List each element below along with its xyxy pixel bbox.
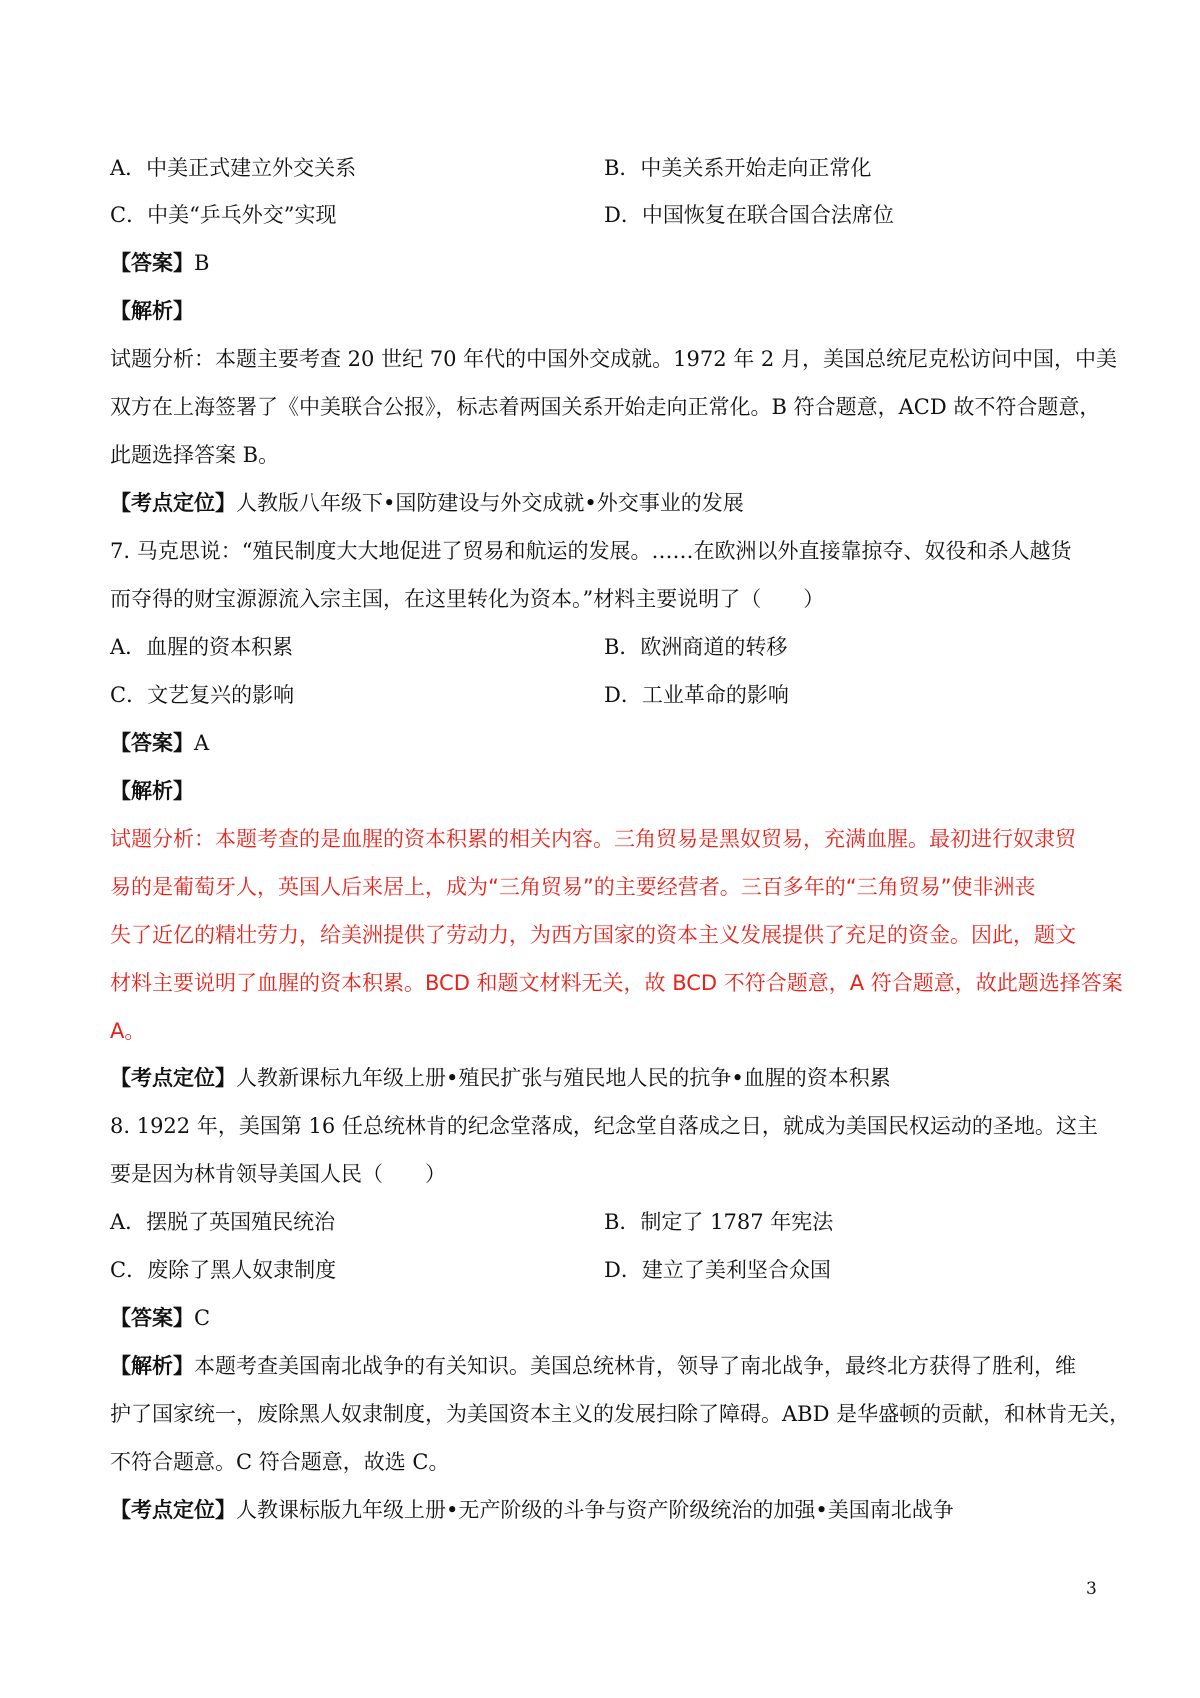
q6-option-a: A．中美正式建立外交关系 [110, 156, 357, 180]
q6-options-row-1 [110, 153, 1110, 183]
q8-option-a: A．摆脱了英国殖民统治 [110, 1210, 336, 1234]
q6-answer-label: 【答案】 [110, 250, 194, 275]
q7-answer-value: A [194, 731, 210, 755]
page-number: 3 [1086, 1579, 1097, 1599]
q7-option-d: D．工业革命的影响 [604, 683, 789, 707]
q8-point-label: 【考点定位】 [110, 1497, 236, 1522]
q7-analysis-line-3: 失了近亿的精壮劳力，给美洲提供了劳动力，为西方国家的资本主义发展提供了充足的资金。因此，题文 [110, 923, 1076, 947]
q8-stem-line-2: 要是因为林肯领导美国人民（ ） [110, 1162, 446, 1186]
q8-options-row-2 [110, 1255, 1110, 1285]
q7-point [110, 1063, 1110, 1093]
q8-answer [110, 1303, 1110, 1333]
q6-options-row-2 [110, 200, 1110, 230]
q7-analysis-line-4: 材料主要说明了血腥的资本积累。BCD 和题文材料无关，故 BCD 不符合题意，A 符合题意，故此题选择答案 [110, 971, 1123, 995]
q7-option-b: B．欧洲商道的转移 [604, 635, 788, 659]
q8-stem-line-1: 8. 1922 年，美国第 16 任总统林肯的纪念堂落成，纪念堂自落成之日，就成为美国民权运动的圣地。这主 [110, 1114, 1098, 1138]
q6-point [110, 488, 1110, 518]
q8-analysis-line-1 [110, 1351, 1110, 1381]
q6-answer [110, 248, 1110, 278]
q8-option-c: C．废除了黑人奴隶制度 [110, 1258, 337, 1282]
q8-point [110, 1495, 1110, 1525]
q7-point-text: 人教新课标九年级上册•殖民扩张与殖民地人民的抗争•血腥的资本积累 [236, 1066, 891, 1090]
q8-analysis-text-1: 本题考查美国南北战争的有关知识。美国总统林肯，领导了南北战争，最终北方获得了胜利，维 [194, 1354, 1076, 1378]
q6-point-text: 人教版八年级下•国防建设与外交成就•外交事业的发展 [236, 491, 744, 515]
q8-answer-value: C [194, 1306, 211, 1330]
q7-options-row-2 [110, 680, 1110, 710]
q7-answer [110, 728, 1110, 758]
q6-option-c: C．中美“乒乓外交”实现 [110, 203, 337, 227]
q6-analysis-line-1: 试题分析：本题主要考查 20 世纪 70 年代的中国外交成就。1972 年 2 月，美国总统尼克松访问中国，中美 [110, 347, 1117, 371]
q6-answer-value: B [194, 251, 210, 275]
q6-option-b: B．中美关系开始走向正常化 [604, 156, 872, 180]
q7-analysis-line-5: A。 [110, 1019, 146, 1043]
q7-options-row-1 [110, 632, 1110, 662]
q8-analysis-line-2: 护了国家统一，废除黑人奴隶制度，为美国资本主义的发展扫除了障碍。ABD 是华盛顿的贡献，和林肯无关， [110, 1402, 1131, 1426]
q8-analysis-line-3: 不符合题意。C 符合题意，故选 C。 [110, 1450, 450, 1474]
q7-option-c: C．文艺复兴的影响 [110, 683, 295, 707]
q7-stem-line-2: 而夺得的财宝源源流入宗主国，在这里转化为资本。”材料主要说明了（ ） [110, 587, 825, 611]
q8-analysis-label: 【解析】 [110, 1353, 194, 1378]
q7-analysis-line-1: 试题分析：本题考查的是血腥的资本积累的相关内容。三角贸易是黑奴贸易，充满血腥。最初进行奴隶贸 [110, 827, 1076, 851]
q7-option-a: A．血腥的资本积累 [110, 635, 294, 659]
q8-option-b: B．制定了 1787 年宪法 [604, 1210, 834, 1234]
q7-point-label: 【考点定位】 [110, 1065, 236, 1090]
q7-analysis-label: 【解析】 [110, 778, 194, 803]
q6-analysis-label: 【解析】 [110, 298, 194, 323]
q7-analysis-line-2: 易的是葡萄牙人，英国人后来居上，成为“三角贸易”的主要经营者。三百多年的“三角贸易”使非洲丧 [110, 875, 1036, 899]
q6-option-d: D．中国恢复在联合国合法席位 [604, 203, 894, 227]
q8-option-d: D．建立了美利坚合众国 [604, 1258, 831, 1282]
q6-point-label: 【考点定位】 [110, 490, 236, 515]
q8-answer-label: 【答案】 [110, 1305, 194, 1330]
q7-stem-line-1: 7. 马克思说：“殖民制度大大地促进了贸易和航运的发展。……在欧洲以外直接靠掠夺、奴役和杀人越货 [110, 539, 1072, 563]
q6-analysis-line-2: 双方在上海签署了《中美联合公报》，标志着两国关系开始走向正常化。B 符合题意，ACD 故不符合题意， [110, 395, 1101, 419]
q8-point-text: 人教课标版九年级上册•无产阶级的斗争与资产阶级统治的加强•美国南北战争 [236, 1498, 954, 1522]
q6-analysis-line-3: 此题选择答案 B。 [110, 443, 280, 467]
q7-answer-label: 【答案】 [110, 730, 194, 755]
q8-options-row-1 [110, 1207, 1110, 1237]
